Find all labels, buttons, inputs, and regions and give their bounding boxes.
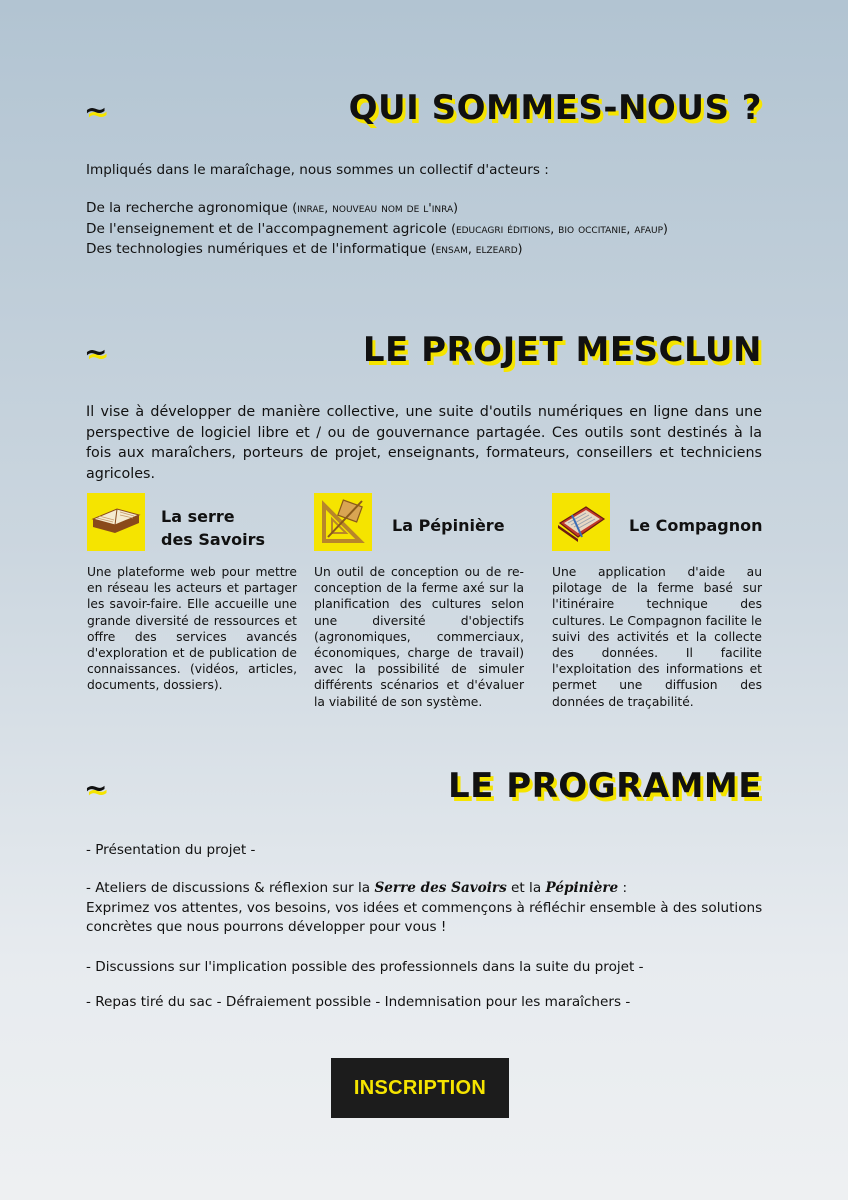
tool-text-pepiniere: Un outil de conception ou de re-conception de la ferme axé sur la planification des cultures selon une diversité d'objectifs (agronomiques, commerciaux, économiques, charge de travail) avec la possibilité de simuler différents scénarios et d'évaluer la viabilité de son système.	[314, 565, 524, 709]
tool-title-compagnon: Le Compagnon	[629, 516, 763, 535]
programme-item-2-detail: Exprimez vos attentes, vos besoins, vos idées et commençons à réfléchir ensemble à des solutions concrètes que nous pourrons développer pour vous !	[86, 899, 763, 935]
programme-item-2-suffix: :	[622, 880, 628, 896]
tool-title-line: des Savoirs	[161, 530, 266, 549]
qui-line-3	[86, 239, 523, 259]
book-icon	[87, 493, 145, 551]
section-title-qui-sommes-nous: QUI SOMMES-NOUS ?	[348, 88, 762, 128]
section-ornament: ~	[84, 335, 108, 368]
tool-title-pepiniere: La Pépinière	[392, 516, 505, 535]
notebook-icon	[552, 493, 610, 551]
programme-item-2-prefix: - Ateliers de discussions & réflexion sur la	[86, 880, 371, 896]
qui-intro: Impliqués dans le maraîchage, nous sommes un collectif d'acteurs :	[86, 162, 549, 178]
programme-item-4: - Repas tiré du sac - Défraiement possible - Indemnisation pour les maraîchers -	[86, 994, 631, 1010]
qui-line-extra: (inrae, nouveau nom de l'inra)	[292, 200, 459, 215]
drafting-tools-icon	[314, 493, 372, 551]
projet-description: Il vise à développer de manière collective, une suite d'outils numériques en ligne dans une perspective de logiciel libre et / ou de gouvernance partagée. Ces outils sont destinés à la fois aux maraîchers, porteurs de projet, enseignants, formateurs, conseillers et techniciens agricoles.	[86, 404, 762, 482]
section-title-projet-mesclun: LE PROJET MESCLUN	[362, 330, 762, 370]
tool-title-line: La serre	[161, 507, 235, 526]
programme-item-3: - Discussions sur l'implication possible des professionnels dans la suite du projet -	[86, 959, 644, 975]
qui-line-main: De la recherche agronomique	[86, 200, 288, 216]
tool-text-compagnon: Une application d'aide au pilotage de la ferme basé sur l'itinéraire technique des cultures. Le Compagnon facilite le suivi des activités et la collecte des données. Il facilite l'exploitation des informations et permet une diffusion des données de traçabilité.	[552, 565, 762, 709]
programme-item-1: - Présentation du projet -	[86, 842, 256, 858]
qui-line-main: Des technologies numériques et de l'informatique	[86, 241, 427, 257]
programme-item-2-mid: et la	[511, 880, 542, 896]
qui-line-extra: (educagri éditions, bio occitanie, afaup)	[451, 221, 668, 236]
qui-line-main: De l'enseignement et de l'accompagnement agricole	[86, 221, 447, 237]
programme-em-serre: Serre des Savoirs	[374, 880, 507, 896]
programme-item-2	[86, 879, 766, 938]
section-ornament: ~	[84, 93, 108, 126]
tool-icon-compagnon	[552, 493, 610, 551]
tool-text-serre: Une plateforme web pour mettre en réseau les acteurs et partager les savoir-faire. Elle accueille une grande diversité de ressources et offre des services avancés d'exploration et de publication de connaissances. (vidéos, articles, documents, dossiers).	[87, 565, 297, 693]
inscription-button[interactable]: INSCRIPTION	[331, 1058, 509, 1118]
section-title-programme: LE PROGRAMME	[447, 766, 762, 806]
tool-icon-serre	[87, 493, 145, 551]
qui-line-1	[86, 198, 458, 218]
qui-line-2	[86, 219, 668, 239]
tool-icon-pepiniere	[314, 493, 372, 551]
tool-title-serre	[161, 505, 265, 551]
programme-em-pepiniere: Pépinière	[545, 880, 619, 896]
section-ornament: ~	[84, 771, 108, 804]
qui-line-extra: (ensam, elzeard)	[430, 241, 523, 256]
